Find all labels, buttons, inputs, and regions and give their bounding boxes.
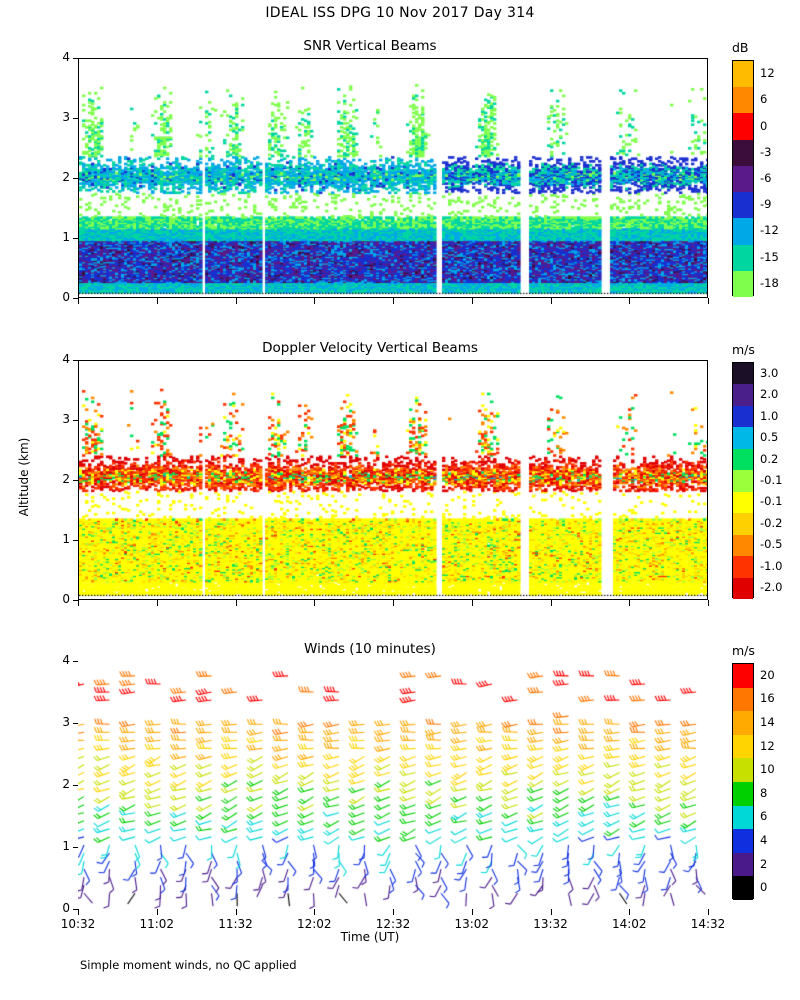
x-tick-mark <box>157 909 158 915</box>
colorbar-segment <box>733 758 753 782</box>
y-tick-label: 2 <box>62 777 70 791</box>
colorbar-tick-label: -3 <box>760 144 772 159</box>
colorbar-tick-label: 10 <box>760 762 775 777</box>
y-tick-label: 3 <box>62 715 70 729</box>
y-axis-label: Altitude (km) <box>17 437 31 517</box>
y-tick-label: 2 <box>62 170 70 184</box>
colorbar-segment <box>733 87 753 114</box>
colorbar-tick-label: -6 <box>760 171 772 185</box>
doppler-heatmap-canvas <box>79 361 707 599</box>
colorbar-segment <box>733 427 753 449</box>
x-tick-mark <box>393 600 394 606</box>
colorbar-segment <box>733 166 753 193</box>
colorbar-segment <box>733 113 753 140</box>
colorbar-segment <box>733 578 753 600</box>
colorbar-segment <box>733 140 753 167</box>
y-tick-mark <box>73 785 78 786</box>
y-tick-mark <box>73 178 78 179</box>
x-tick-label: 13:32 <box>533 917 568 931</box>
colorbar-tick-label: -0.2 <box>760 515 783 530</box>
y-tick-label: 0 <box>62 592 70 606</box>
x-axis-label: Time (UT) <box>340 930 400 944</box>
colorbar-segment <box>733 449 753 471</box>
colorbar-segment <box>733 853 753 877</box>
y-tick-label: 2 <box>62 472 70 486</box>
colorbar-snr <box>732 60 754 296</box>
x-tick-mark <box>157 298 158 304</box>
y-tick-mark <box>73 480 78 481</box>
y-tick-mark <box>73 360 78 361</box>
y-tick-mark <box>73 58 78 59</box>
y-tick-mark <box>73 420 78 421</box>
colorbar-tick-label: 0 <box>760 118 768 133</box>
panel-title-winds: Winds (10 minutes) <box>304 641 436 657</box>
colorbar-unit-winds: m/s <box>732 643 755 658</box>
colorbar-tick-label: -9 <box>760 197 772 212</box>
colorbar-unit-snr: dB <box>732 40 749 55</box>
colorbar-tick-label: 12 <box>760 66 775 81</box>
colorbar-tick-label: -0.1 <box>760 473 783 487</box>
x-tick-mark <box>708 909 709 915</box>
y-tick-label: 1 <box>62 839 70 853</box>
colorbar-segment <box>733 406 753 428</box>
x-tick-mark <box>551 909 552 915</box>
colorbar-tick-label: 2 <box>760 856 768 871</box>
x-tick-label: 11:32 <box>218 917 253 931</box>
y-tick-label: 3 <box>62 110 70 124</box>
y-tick-mark <box>73 847 78 848</box>
x-tick-mark <box>236 600 237 606</box>
x-tick-mark <box>78 909 79 915</box>
y-tick-label: 4 <box>62 50 70 64</box>
x-tick-label: 11:02 <box>139 917 175 931</box>
colorbar-tick-label: -2.0 <box>760 580 783 595</box>
colorbar-segment <box>733 556 753 578</box>
x-tick-mark <box>472 909 473 915</box>
colorbar-unit-doppler: m/s <box>732 342 755 357</box>
x-tick-label: 13:02 <box>454 917 490 931</box>
x-tick-mark <box>551 298 552 304</box>
colorbar-tick-label: 16 <box>760 691 775 706</box>
colorbar-tick-label: 2.0 <box>760 387 779 402</box>
panel-title-snr: SNR Vertical Beams <box>303 38 437 54</box>
colorbar-segment <box>733 688 753 712</box>
x-tick-mark <box>708 298 709 304</box>
y-tick-mark <box>73 661 78 662</box>
x-tick-mark <box>551 600 552 606</box>
colorbar-segment <box>733 876 753 900</box>
x-tick-label: 14:32 <box>690 917 726 931</box>
y-tick-label: 0 <box>62 290 70 304</box>
colorbar-segment <box>733 664 753 688</box>
colorbar-segment <box>733 711 753 735</box>
colorbar-tick-label: 4 <box>760 833 768 847</box>
colorbar-segment <box>733 384 753 406</box>
colorbar-segment <box>733 492 753 514</box>
x-tick-mark <box>629 600 630 606</box>
footnote-text: Simple moment winds, no QC applied <box>80 958 297 972</box>
colorbar-tick-label: 6 <box>760 92 768 107</box>
colorbar-tick-label: 0.5 <box>760 430 779 445</box>
colorbar-segment <box>733 735 753 759</box>
colorbar-tick-label: 12 <box>760 738 775 753</box>
snr-heatmap-canvas <box>79 59 707 297</box>
y-tick-label: 3 <box>62 412 70 426</box>
x-tick-mark <box>629 298 630 304</box>
plot-area-snr <box>78 58 708 298</box>
y-tick-label: 1 <box>62 230 70 244</box>
winds-barbs-canvas <box>78 661 708 909</box>
colorbar-segment <box>733 806 753 830</box>
colorbar-tick-label: -18 <box>760 275 779 290</box>
x-tick-mark <box>236 298 237 304</box>
x-tick-mark <box>393 909 394 915</box>
x-tick-mark <box>314 298 315 304</box>
colorbar-segment <box>733 470 753 492</box>
colorbar-segment <box>733 192 753 219</box>
colorbar-segment <box>733 513 753 535</box>
x-tick-mark <box>472 600 473 606</box>
colorbar-segment <box>733 61 753 88</box>
colorbar-segment <box>733 245 753 272</box>
colorbar-segment <box>733 218 753 245</box>
x-tick-label: 12:32 <box>375 917 411 931</box>
colorbar-segment <box>733 363 753 385</box>
colorbar-tick-label: 0 <box>760 880 768 895</box>
x-tick-mark <box>314 600 315 606</box>
x-tick-mark <box>78 600 79 606</box>
x-tick-label: 10:32 <box>60 917 96 931</box>
x-tick-mark <box>393 298 394 304</box>
colorbar-tick-label: 1.0 <box>760 408 779 423</box>
colorbar-tick-label: -0.1 <box>760 494 783 509</box>
colorbar-tick-label: 6 <box>760 809 768 824</box>
x-tick-mark <box>78 298 79 304</box>
colorbar-segment <box>733 782 753 806</box>
colorbar-tick-label: 3.0 <box>760 365 779 380</box>
x-tick-label: 12:02 <box>296 917 332 931</box>
y-tick-mark <box>73 723 78 724</box>
y-tick-label: 0 <box>62 901 70 915</box>
colorbar-doppler <box>732 362 754 598</box>
colorbar-tick-label: -15 <box>760 249 779 264</box>
colorbar-tick-label: 8 <box>760 785 768 800</box>
x-tick-mark <box>314 909 315 915</box>
colorbar-segment <box>733 271 753 298</box>
colorbar-tick-label: -0.5 <box>760 537 783 552</box>
panel-title-doppler: Doppler Velocity Vertical Beams <box>262 340 478 356</box>
colorbar-segment <box>733 829 753 853</box>
y-tick-label: 4 <box>62 352 70 366</box>
y-tick-label: 4 <box>62 653 70 667</box>
x-tick-mark <box>157 600 158 606</box>
colorbar-segment <box>733 535 753 557</box>
colorbar-tick-label: 14 <box>760 715 775 729</box>
x-tick-mark <box>236 909 237 915</box>
colorbar-tick-label: -1.0 <box>760 558 783 573</box>
plot-area-doppler <box>78 360 708 600</box>
x-tick-mark <box>629 909 630 915</box>
y-tick-mark <box>73 540 78 541</box>
colorbar-winds <box>732 663 754 899</box>
y-tick-mark <box>73 118 78 119</box>
x-tick-mark <box>708 600 709 606</box>
plot-area-winds <box>78 661 708 909</box>
y-tick-label: 1 <box>62 532 70 546</box>
x-tick-mark <box>472 298 473 304</box>
y-tick-mark <box>73 238 78 239</box>
colorbar-tick-label: -12 <box>760 223 779 238</box>
figure-title: IDEAL ISS DPG 10 Nov 2017 Day 314 <box>265 5 535 21</box>
colorbar-tick-label: 0.2 <box>760 451 779 466</box>
x-tick-label: 14:02 <box>611 917 647 931</box>
colorbar-tick-label: 20 <box>760 667 775 682</box>
